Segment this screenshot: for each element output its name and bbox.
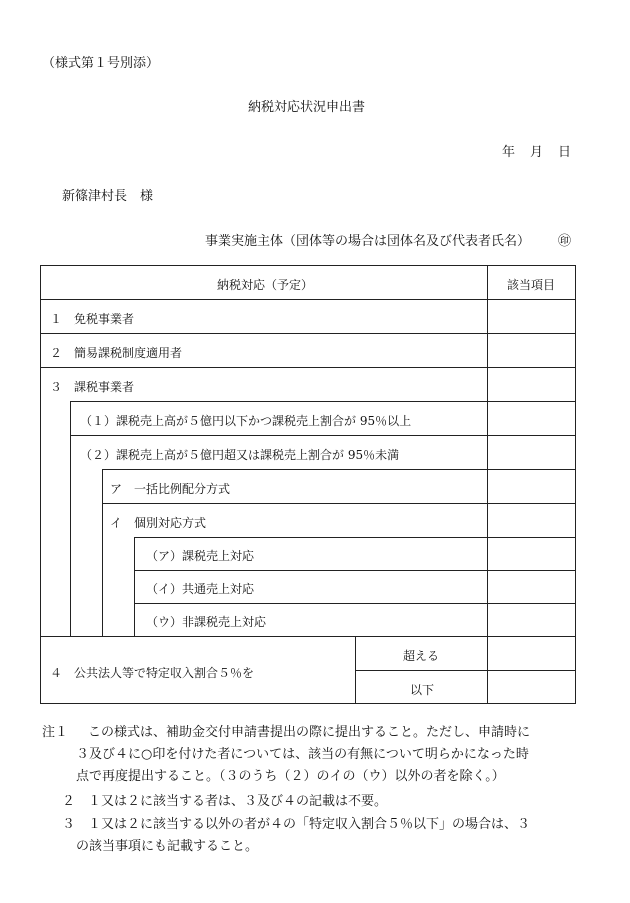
note-3-line-1: １又は２に該当する以外の者が４の「特定収入割合５％以下」の場合は、３	[88, 817, 531, 832]
date-month-label: 月	[530, 145, 544, 160]
date-day-label: 日	[558, 145, 572, 160]
row-divider	[102, 469, 488, 470]
row-individual-i: （イ）共通売上対応	[146, 582, 255, 596]
date-year-label: 年	[502, 145, 516, 160]
table-border-top	[40, 265, 576, 266]
row-public-over: 超える	[403, 649, 440, 663]
note-1-line-1: この様式は、補助金交付申請書提出の際に提出すること。ただし、申請時に	[88, 725, 531, 740]
row4-sub-divider	[355, 636, 356, 704]
check-column-divider	[487, 265, 488, 704]
row-divider	[355, 670, 576, 671]
table-border-right	[575, 265, 576, 704]
row-divider	[40, 333, 576, 334]
seal-mark: ㊞	[558, 234, 572, 249]
row-simplified: ２ 簡易課税制度適用者	[50, 346, 183, 360]
row-divider	[70, 401, 488, 402]
row-exempt: １ 免税事業者	[50, 312, 135, 326]
row-taxable: ３ 課税事業者	[50, 380, 135, 394]
row-divider	[40, 367, 576, 368]
note-1-line-2: ３及び４に○印を付けた者については、該当の有無について明らかになった時	[76, 747, 529, 762]
note-1-number: 注１	[42, 725, 69, 740]
row-divider	[102, 503, 576, 504]
row-individual-u: （ウ）非課税売上対応	[146, 615, 267, 629]
row-public-under: 以下	[410, 683, 435, 697]
note-3-line-2: の該当事項にも記載すること。	[76, 839, 259, 854]
row-divider	[134, 603, 576, 604]
table-header-main: 納税対応（予定）	[217, 278, 314, 292]
row-divider	[487, 469, 576, 470]
table-border-left	[40, 265, 41, 704]
form-id: （様式第１号別添）	[42, 56, 160, 71]
table-border-bottom	[40, 703, 576, 704]
row-divider	[40, 299, 576, 300]
table-header-check: 該当項目	[507, 278, 556, 292]
row-public-corp: ４ 公共法人等で特定収入割合５％を	[50, 666, 255, 680]
note-1-line-3: 点で再度提出すること。（３のうち（２）のイの（ウ）以外の者を除く。）	[76, 769, 505, 784]
row-divider	[487, 401, 576, 402]
note-2-line-1: １又は２に該当する者は、３及び４の記載は不要。	[88, 794, 388, 809]
indent-line-2	[102, 469, 103, 637]
row-individual: イ 個別対応方式	[110, 516, 207, 530]
row-individual-a: （ア）課税売上対応	[146, 549, 255, 563]
row-divider	[134, 537, 488, 538]
note-2-number: ２	[62, 794, 76, 809]
row-divider	[134, 570, 576, 571]
addressee: 新篠津村長 様	[62, 189, 154, 204]
applicant-label: 事業実施主体（団体等の場合は団体名及び代表者氏名）	[205, 234, 531, 249]
indent-line-3	[134, 537, 135, 637]
indent-line-1	[70, 401, 71, 637]
row-divider	[70, 435, 576, 436]
page-title: 納税対応状況申出書	[248, 100, 366, 115]
row-divider	[40, 636, 576, 637]
row-taxable-1: （１）課税売上高が５億円以下かつ課税売上割合が 95％以上	[80, 414, 412, 428]
note-3-number: ３	[62, 817, 76, 832]
row-divider	[487, 537, 576, 538]
row-lump-sum: ア 一括比例配分方式	[110, 482, 231, 496]
row-taxable-2: （２）課税売上高が５億円超又は課税売上割合が 95％未満	[80, 448, 400, 462]
